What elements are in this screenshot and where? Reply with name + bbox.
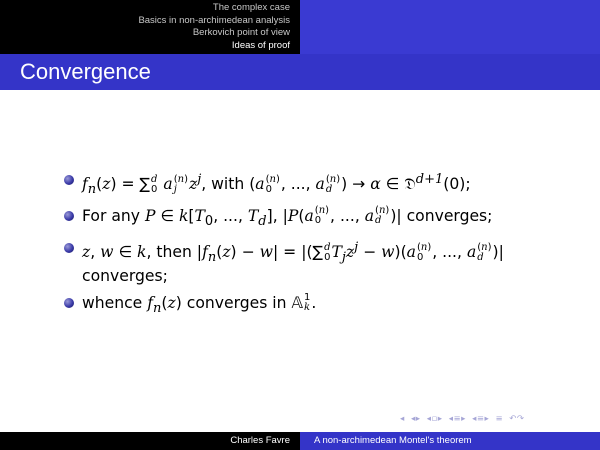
bullet-item-2	[60, 206, 560, 231]
bullet-text-1: $f_n(z)$ = ∑ d 0 a (n) j $z^j$, with (a (n) 0 , ..., a (n) d ) → α ∈ 𝔇$^{d+1}$(0);	[82, 172, 471, 198]
section-nav	[138, 2, 290, 52]
bullet-item-1	[60, 170, 560, 199]
nav-section-1[interactable]: The complex case	[212, 2, 290, 13]
footer-author-panel	[0, 432, 300, 450]
nav-section-2[interactable]: Basics in non-archimedean analysis	[138, 14, 290, 26]
nav-section-4-active[interactable]: Ideas of proof	[231, 39, 290, 51]
nav-next-icon[interactable]: ◂≡▸	[448, 414, 466, 424]
bullet-icon	[64, 243, 74, 253]
bullet-item-3	[60, 238, 560, 286]
bullet-text-2: For any P ∈ $k[T_0$, ..., $T_d$], |P(a (n) 0 , ..., a (n) d )| converges;	[82, 205, 493, 229]
bullet-icon	[64, 175, 74, 185]
slide-content	[60, 170, 560, 325]
bullet-item-4	[60, 293, 560, 318]
bullet-icon	[64, 211, 74, 221]
beamer-nav-bar	[400, 414, 590, 426]
nav-section-icon[interactable]: ◂▫▸	[426, 414, 443, 424]
bullet-icon	[64, 298, 74, 308]
bullet-text-3: z, w ∈ k, then $|f_n(z) - w|$ = |(∑ d 0 $T_jz^j - w)(a$ (n) 0 , ..., a (n) d )| converges;	[82, 239, 504, 286]
footer-author: Charles Favre	[230, 435, 290, 446]
header-nav-panel	[0, 0, 300, 54]
nav-prev-icon[interactable]: ◂▸	[410, 414, 421, 424]
header-blue-panel	[300, 0, 600, 54]
nav-section-3[interactable]: Berkovich point of view	[192, 27, 290, 39]
nav-subsection-icon[interactable]: ◂≡▸	[472, 414, 490, 424]
footer-title: A non-archimedean Montel's theorem	[314, 435, 472, 446]
slide-title: Convergence	[20, 59, 151, 84]
nav-search-icon[interactable]: ↶↷	[509, 414, 525, 424]
footer-title-panel	[300, 432, 600, 450]
bullet-text-4: whence $f_n(z)$ converges in 𝔸 1 k .	[82, 292, 317, 316]
nav-frame-icon[interactable]: ≡	[495, 414, 504, 424]
nav-first-icon[interactable]: ◂	[400, 414, 405, 424]
